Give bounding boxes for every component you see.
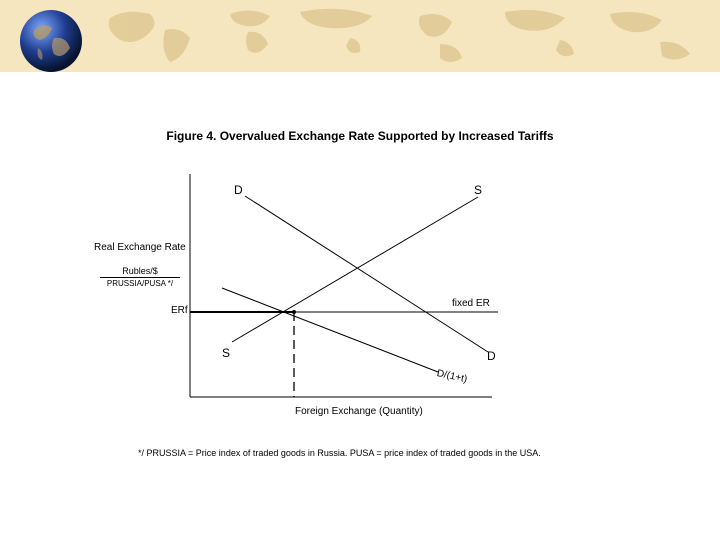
demand-bottom-label: D xyxy=(487,349,496,363)
x-axis-label: Foreign Exchange (Quantity) xyxy=(295,406,423,417)
supply-bottom-label: S xyxy=(222,346,231,360)
demand-top-label: D xyxy=(234,183,243,197)
intersection-point xyxy=(292,310,296,314)
demand-curve xyxy=(245,196,488,352)
shifted-demand-curve xyxy=(222,288,438,372)
y-axis-label: Real Exchange Rate xyxy=(94,242,186,253)
figure-title: Figure 4. Overvalued Exchange Rate Supported by Increased Tariffs xyxy=(166,129,554,143)
fraction-numerator: Rubles/$ xyxy=(100,266,180,278)
footnote-marker: */ xyxy=(138,448,145,458)
y-axis-fraction xyxy=(100,266,180,288)
supply-top-label: S xyxy=(474,183,483,197)
fraction-denominator-text: PRUSSIA/PUSA xyxy=(106,279,166,288)
shifted-demand-label: D/(1+t) xyxy=(435,368,469,386)
fixed-er-label: fixed ER xyxy=(452,298,490,309)
er-level-label: ERf xyxy=(171,305,188,316)
supply-curve xyxy=(232,197,478,342)
footnote xyxy=(138,448,541,458)
fraction-denominator xyxy=(100,278,180,288)
footnote-text: PRUSSIA = Price index of traded goods in Russia. PUSA = price index of traded goods in the USA. xyxy=(146,448,541,458)
fraction-footnote-marker: */ xyxy=(167,279,174,288)
